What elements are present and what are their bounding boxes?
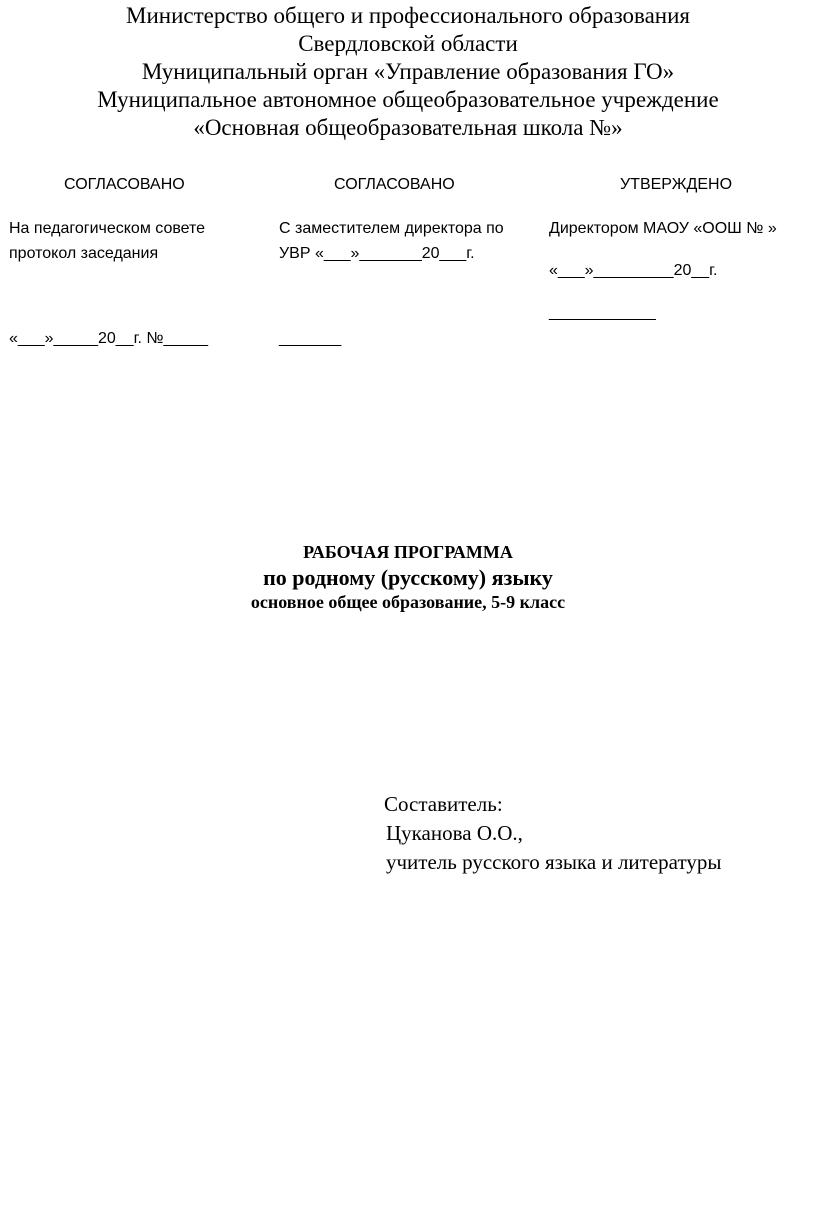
program-level: основное общее образование, 5-9 класс (250, 592, 566, 612)
institution-type-line: Муниципальное автономное общеобразовательное учреждение (97, 87, 719, 112)
author-position: учитель русского языка и литературы (386, 850, 722, 874)
author-label: Составитель: (384, 792, 503, 816)
left-approval-block (9, 216, 205, 266)
middle-approval-signature-line: _______ (279, 330, 342, 347)
author-name: Цуканова О.О., (386, 821, 523, 845)
right-approval-heading: УТВЕРЖДЕНО (620, 176, 733, 193)
program-title: РАБОЧАЯ ПРОГРАММА (303, 542, 513, 562)
municipal-body-line: Муниципальный орган «Управление образования ГО» (141, 59, 675, 84)
school-name-line: «Основная общеобразовательная школа №» (193, 115, 623, 140)
middle-approval-block (279, 216, 504, 266)
left-approval-line-1: На педагогическом совете (9, 220, 206, 237)
document-header (0, 2, 816, 142)
left-approval-heading: СОГЛАСОВАНО (64, 176, 185, 193)
left-approval-line-2: протокол заседания (9, 245, 159, 262)
region-line: Свердловской области (298, 31, 518, 56)
ministry-line: Министерство общего и профессионального образования (126, 3, 690, 28)
right-approval-signature-line: ____________ (549, 304, 656, 321)
middle-approval-line-1: С заместителем директора по (279, 220, 504, 237)
right-approval-line-2: «___»_________20__г. (549, 262, 718, 279)
middle-approval-heading: СОГЛАСОВАНО (334, 176, 455, 193)
right-approval-line-1: Директором МАОУ «ООШ № » (549, 220, 777, 237)
middle-approval-line-2: УВР «___»_______20___г. (279, 245, 475, 262)
left-approval-date-line: «___»_____20__г. №_____ (9, 330, 209, 347)
program-subject: по родному (русскому) языку (263, 565, 553, 590)
